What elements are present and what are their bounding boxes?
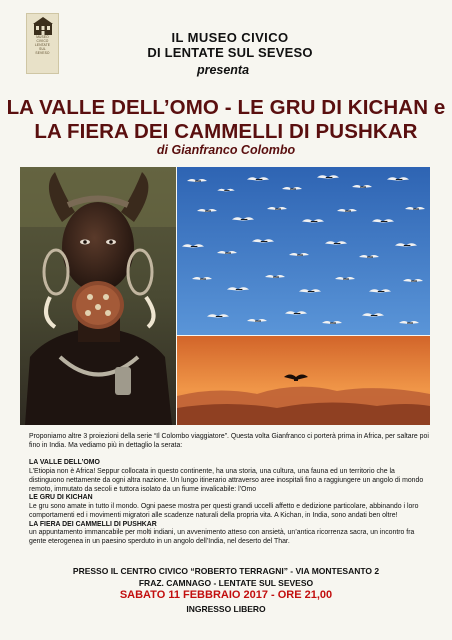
section-heading-kichan: LE GRU DI KICHAN: [29, 494, 93, 502]
presents-label: presenta: [196, 63, 250, 77]
venue-address-line-1: PRESSO IL CENTRO CIVICO “ROBERTO TERRAGNI” - VIA MONTESANTO 2: [72, 566, 380, 576]
logo-text-5: SEVESO: [35, 51, 50, 55]
event-author: di Gianfranco Colombo: [156, 143, 296, 157]
museum-logo: [26, 13, 59, 74]
section-text-omo: L’Etiopia non è Africa! Seppur collocata in questo continente, ha una storia, una cultura, una fauna ed un territorio che la distinguono nettamente da ogni altra nazione. Un lungo itinerario attraverso aree inospitali fino a raggiungere un angolo di mondo remoto, immutato da secoli e tuttora isolato da un fiume invalicabile: l’Omo: [29, 468, 424, 493]
event-title-line-2: LA FIERA DEI CAMMELLI DI PUSHKAR: [34, 120, 418, 143]
logo-text-3: LENTATE: [34, 43, 51, 47]
museum-building-icon: [33, 17, 53, 35]
cranes-flock-photo: [177, 167, 430, 335]
venue-address-line-2: FRAZ. CAMNAGO - LENTATE SUL SEVESO: [138, 578, 314, 588]
woman-lip-plate-photo: [20, 167, 176, 425]
logo-text-1: MUSEO: [36, 35, 49, 39]
logo-text-4: SUL: [39, 47, 46, 51]
organizer-line-1: IL MUSEO CIVICO: [171, 30, 289, 45]
intro-paragraph: Proponiamo altre 3 proiezioni della serie “Il Colombo viaggiatore”. Questa volta Gianfranco ci porterà prima in Africa, per saltare poi fino in India. Ma vediamo più in dettaglio la serata:: [29, 433, 429, 449]
free-entry-label: INGRESSO LIBERO: [186, 604, 266, 614]
event-description: [29, 433, 429, 547]
section-heading-omo: LA VALLE DELL’OMO: [29, 459, 100, 467]
organizer-line-2: DI LENTATE SUL SEVESO: [147, 45, 313, 60]
section-text-pushkar: un appuntamento immancabile per molti indiani, un avvenimento atteso con ansietà, un’antica ricorrenza sacra, un incontro fra gente eterogenea in un paesino sperduto in un angolo dell’India, nel deserto del Thar.: [29, 529, 415, 545]
event-title-line-1: LA VALLE DELL’OMO - LE GRU DI KICHAN e: [6, 96, 446, 119]
event-date-time: SABATO 11 FEBBRAIO 2017 - ORE 21,00: [119, 589, 333, 601]
logo-text-2: CIVICO: [36, 39, 49, 43]
section-heading-pushkar: LA FIERA DEI CAMMELLI DI PUSHKAR: [29, 520, 157, 528]
sunset-bird-photo: [177, 336, 430, 425]
section-text-kichan: Le gru sono amate in tutto il mondo. Ogni paese mostra per questi grandi uccelli affetto e dedizione particolare, abbinando i loro comportamenti ed i movimenti migratori alle scadenze naturali della propria vita. A Kichan, in India, sono andati ben oltre!: [29, 503, 419, 519]
